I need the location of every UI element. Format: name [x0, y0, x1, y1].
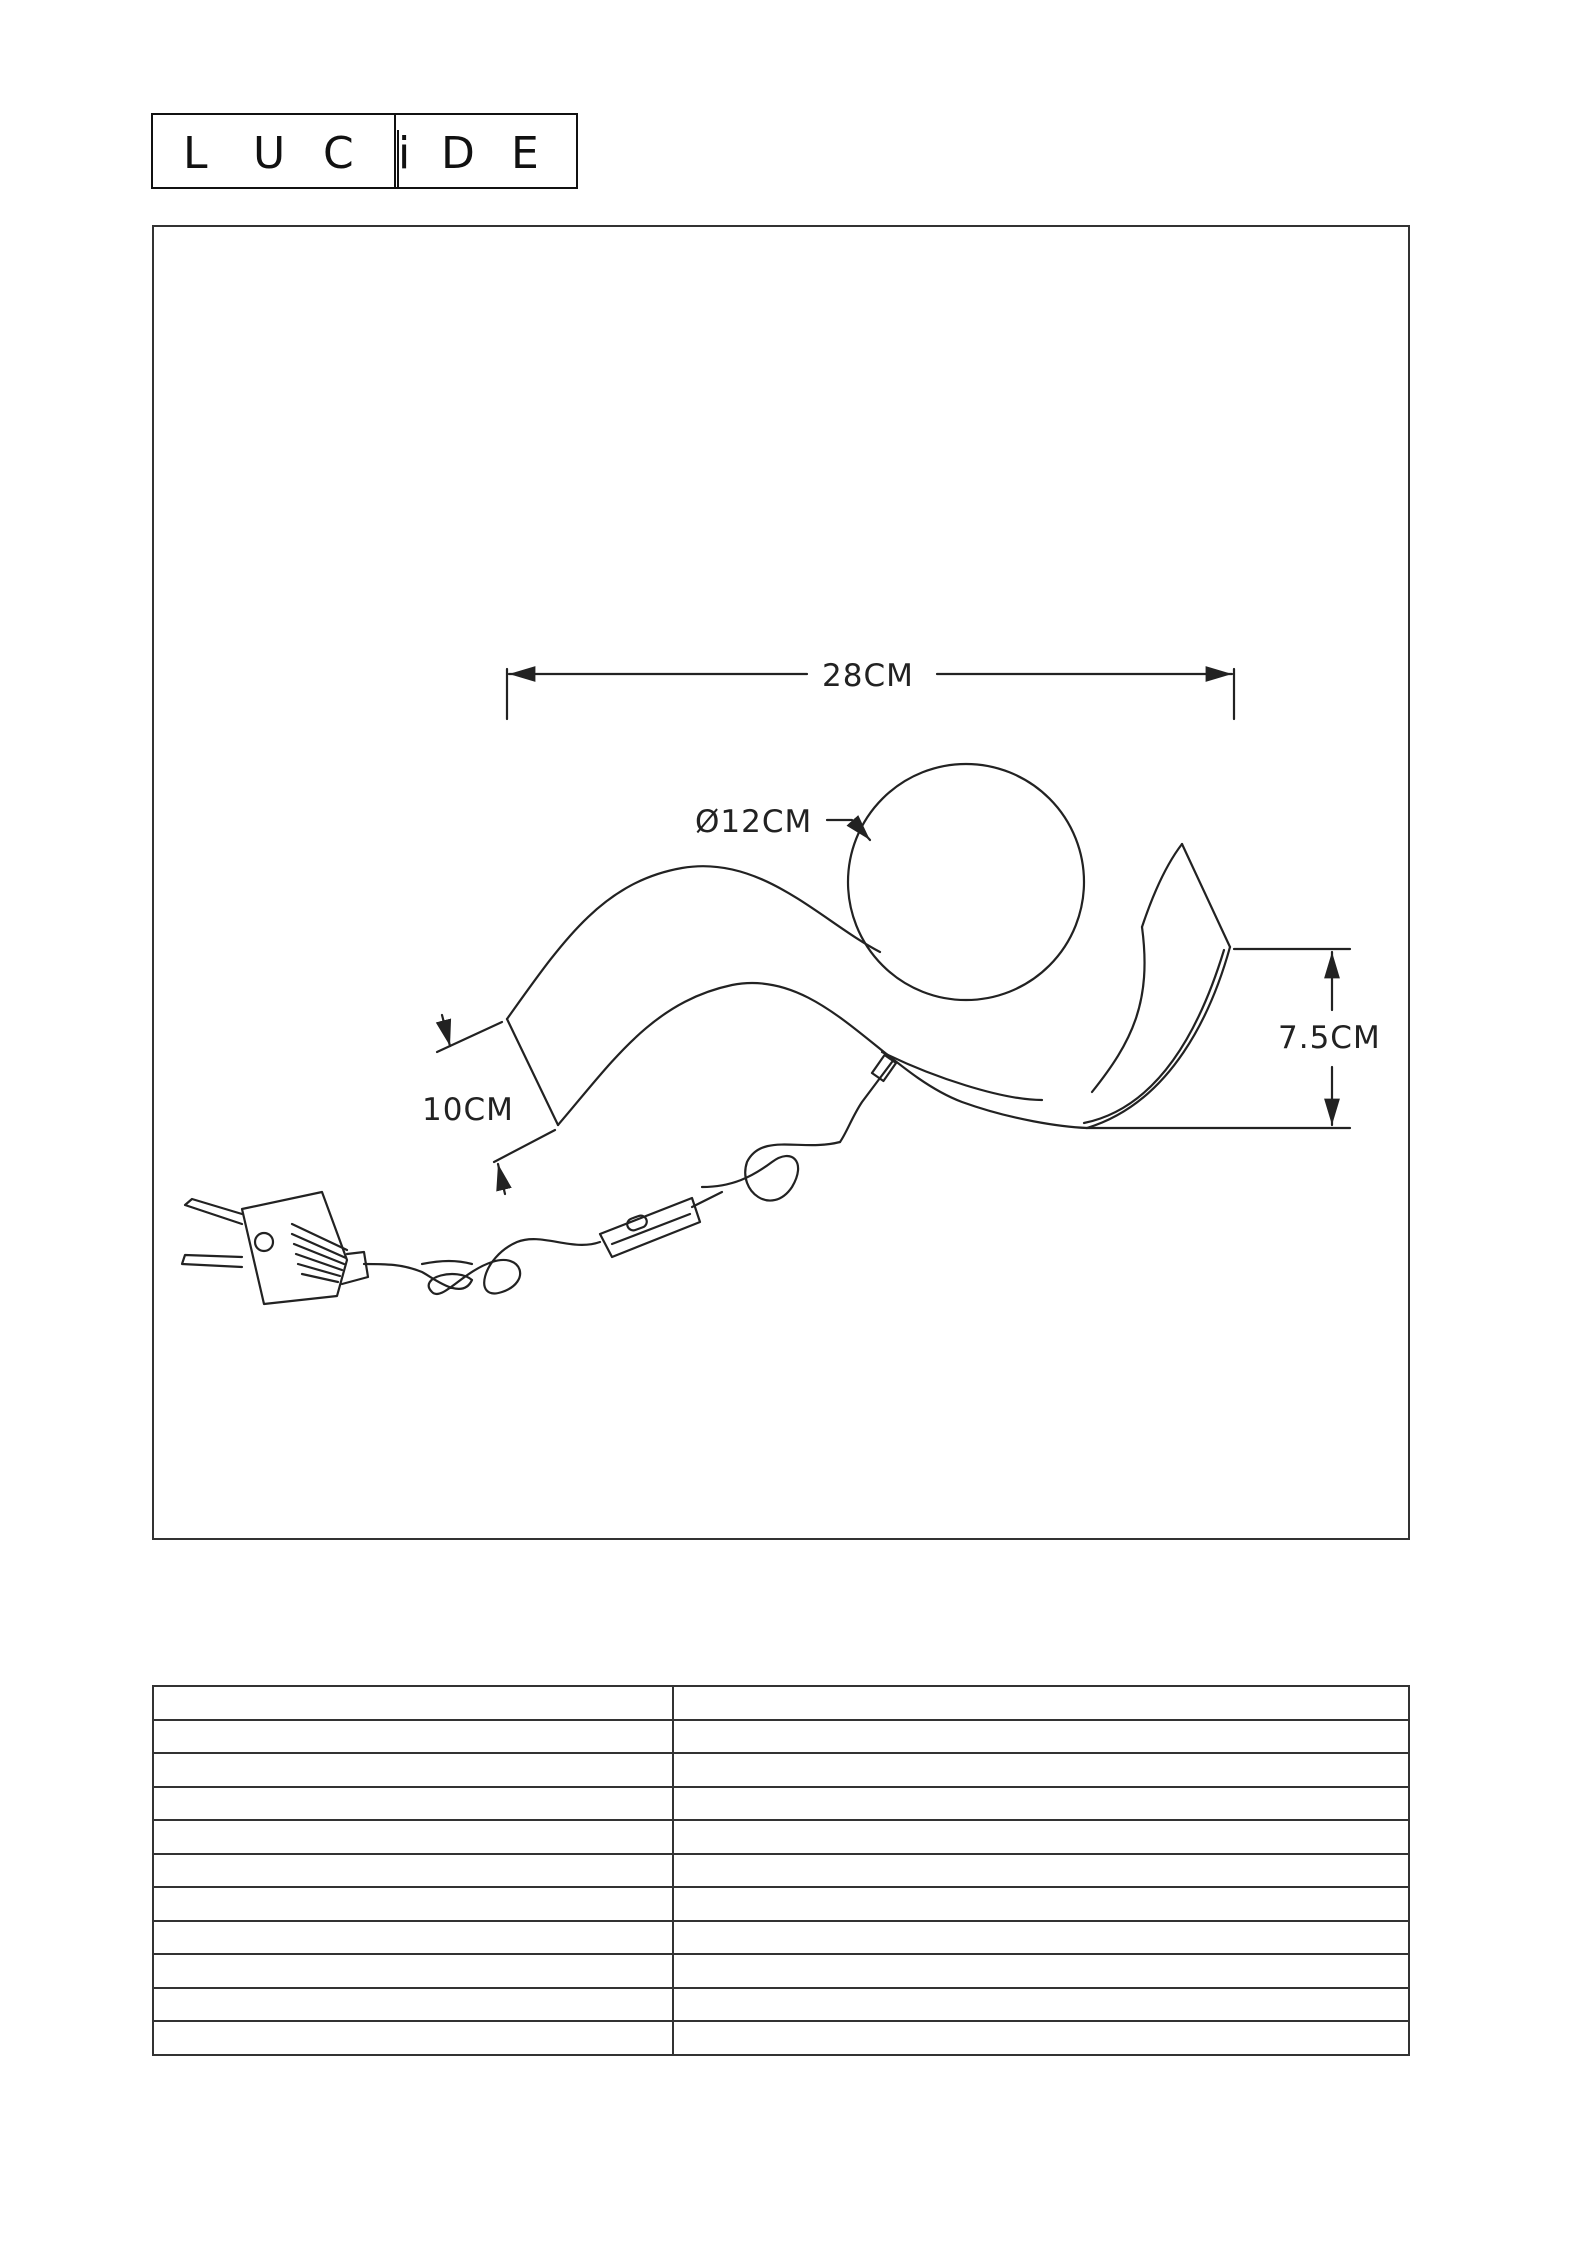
table-cell: [673, 1854, 1409, 1888]
logo-letter-e: E: [511, 128, 539, 179]
table-row: [153, 1854, 1409, 1888]
logo-letter-l: L: [183, 128, 208, 179]
table-row: [153, 1820, 1409, 1854]
table-cell: [153, 1988, 673, 2022]
table-row: [153, 1720, 1409, 1754]
logo-letters: [183, 128, 539, 179]
table-cell: [153, 1954, 673, 1988]
globe-diameter-label: Ø12CM: [695, 804, 813, 840]
depth-label: 10CM: [422, 1092, 514, 1128]
lucide-logo: [0, 0, 1587, 200]
table-cell: [673, 1988, 1409, 2022]
table-cell: [673, 2021, 1409, 2055]
table-cell: [153, 1787, 673, 1821]
glass-globe: [848, 764, 1084, 1000]
inline-switch: [600, 1192, 722, 1257]
logo-letter-i: i: [398, 128, 411, 179]
logo-letter-d: D: [441, 128, 475, 179]
table-row: [153, 1988, 1409, 2022]
table-cell: [153, 1753, 673, 1787]
table-cell: [673, 1753, 1409, 1787]
logo-letter-u: U: [253, 128, 286, 179]
table-cell: [153, 1720, 673, 1754]
table-cell: [673, 1887, 1409, 1921]
table-row: [153, 1954, 1409, 1988]
table-cell: [153, 1686, 673, 1720]
lamp-drawing: [154, 227, 1408, 1538]
table-row: [153, 1921, 1409, 1955]
logo-letter-c: C: [323, 128, 354, 179]
table-cell: [153, 1887, 673, 1921]
table-row: [153, 1887, 1409, 1921]
table-cell: [153, 2021, 673, 2055]
table-cell: [153, 1921, 673, 1955]
table-cell: [673, 1720, 1409, 1754]
height-label: 7.5CM: [1278, 1020, 1381, 1056]
table-cell: [153, 1820, 673, 1854]
table-cell: [673, 1686, 1409, 1720]
table-cell: [673, 1787, 1409, 1821]
euro-plug: [182, 1192, 368, 1304]
table-row: [153, 1686, 1409, 1720]
width-label: 28CM: [822, 658, 914, 694]
table-row: [153, 1753, 1409, 1787]
power-cable: [364, 1055, 896, 1294]
technical-drawing-frame: [152, 225, 1410, 1540]
wave-body: [507, 844, 1230, 1128]
table-cell: [153, 1854, 673, 1888]
table-row: [153, 1787, 1409, 1821]
table-cell: [673, 1820, 1409, 1854]
table-cell: [673, 1921, 1409, 1955]
table-row: [153, 2021, 1409, 2055]
spec-table: [152, 1685, 1410, 2056]
table-cell: [673, 1954, 1409, 1988]
